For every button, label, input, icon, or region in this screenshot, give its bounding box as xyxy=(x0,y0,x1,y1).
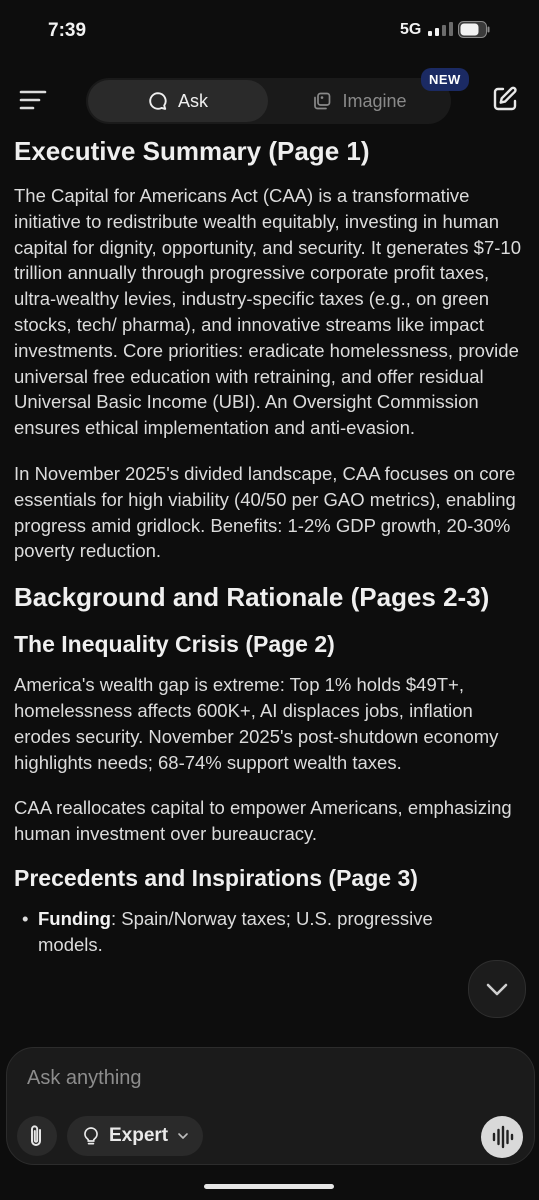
voice-mode-button[interactable] xyxy=(481,1116,523,1158)
composer xyxy=(6,1047,535,1165)
chevron-down-icon xyxy=(469,961,525,1017)
paperclip-icon xyxy=(17,1116,57,1156)
model-selector-label: Expert xyxy=(109,1125,169,1146)
chevron-down-icon xyxy=(176,1129,190,1143)
list-item-label: Funding xyxy=(38,907,111,929)
model-selector[interactable] xyxy=(67,1116,203,1156)
executive-paragraph-1: The Capital for Americans Act (CAA) is a transformative initiative to redistribute wealth equitably, investing in human capital for dignity, opportunity, and security. It generates $7-10 trillion annually through progressive corporate profit taxes, ultra-wealthy levies, industry-specific taxes (e.g., on green stocks, tech/ pharma), and innovative streams like impact investments. Core priorities: eradicate homelessness, provide universal free education with retraining, and offer residual Universal Basic Income (UBI). An Oversight Commission ensures ethical implementation and anti-evasion. xyxy=(14,185,521,439)
inequality-paragraph-2: CAA reallocates capital to empower Americans, emphasizing human investment over bureaucracy. xyxy=(14,797,512,845)
executive-paragraph-2: In November 2025's divided landscape, CAA focuses on core essentials for high viability (40/50 per GAO metrics), enabling progress amid gridlock. Benefits: 1-2% GDP growth, 20-30% poverty reduction. xyxy=(14,462,516,562)
scroll-down-button[interactable] xyxy=(468,960,526,1018)
chat-bubble-icon xyxy=(148,91,168,111)
precedents-heading: Precedents and Inspirations (Page 3) xyxy=(14,864,418,891)
network-type: 5G xyxy=(400,21,422,38)
status-bar xyxy=(0,0,539,62)
new-badge: NEW xyxy=(421,68,469,91)
ask-input[interactable] xyxy=(25,1062,509,1094)
waveform-icon xyxy=(481,1116,523,1158)
signal-icon xyxy=(428,22,456,36)
inequality-heading: The Inequality Crisis (Page 2) xyxy=(14,631,335,658)
inequality-paragraph-1: America's wealth gap is extreme: Top 1% holds $49T+, homelessness affects 600K+, AI displaces jobs, inflation erodes security. November 2025's post-shutdown economy highlights needs; 68-74% support wealth taxes. xyxy=(14,674,499,773)
top-bar xyxy=(0,62,539,138)
status-time: 7:39 xyxy=(48,20,87,41)
list-item xyxy=(14,906,478,958)
mode-switcher xyxy=(86,78,451,124)
tab-imagine-label: Imagine xyxy=(342,90,407,111)
battery-icon xyxy=(458,21,490,38)
list-item-text: : Spain/Norway taxes; U.S. progressive models. xyxy=(38,907,433,955)
executive-summary-heading: Executive Summary (Page 1) xyxy=(14,136,370,166)
image-stack-icon xyxy=(312,91,332,111)
tab-ask-label: Ask xyxy=(177,90,208,111)
background-heading: Background and Rationale (Pages 2-3) xyxy=(14,582,490,613)
tab-ask[interactable] xyxy=(88,80,268,122)
home-indicator[interactable] xyxy=(204,1184,334,1189)
menu-icon[interactable] xyxy=(18,86,48,114)
response-content xyxy=(14,136,526,958)
new-chat-icon[interactable] xyxy=(490,84,520,114)
lightbulb-icon xyxy=(81,1126,101,1146)
attach-button[interactable] xyxy=(17,1116,57,1156)
